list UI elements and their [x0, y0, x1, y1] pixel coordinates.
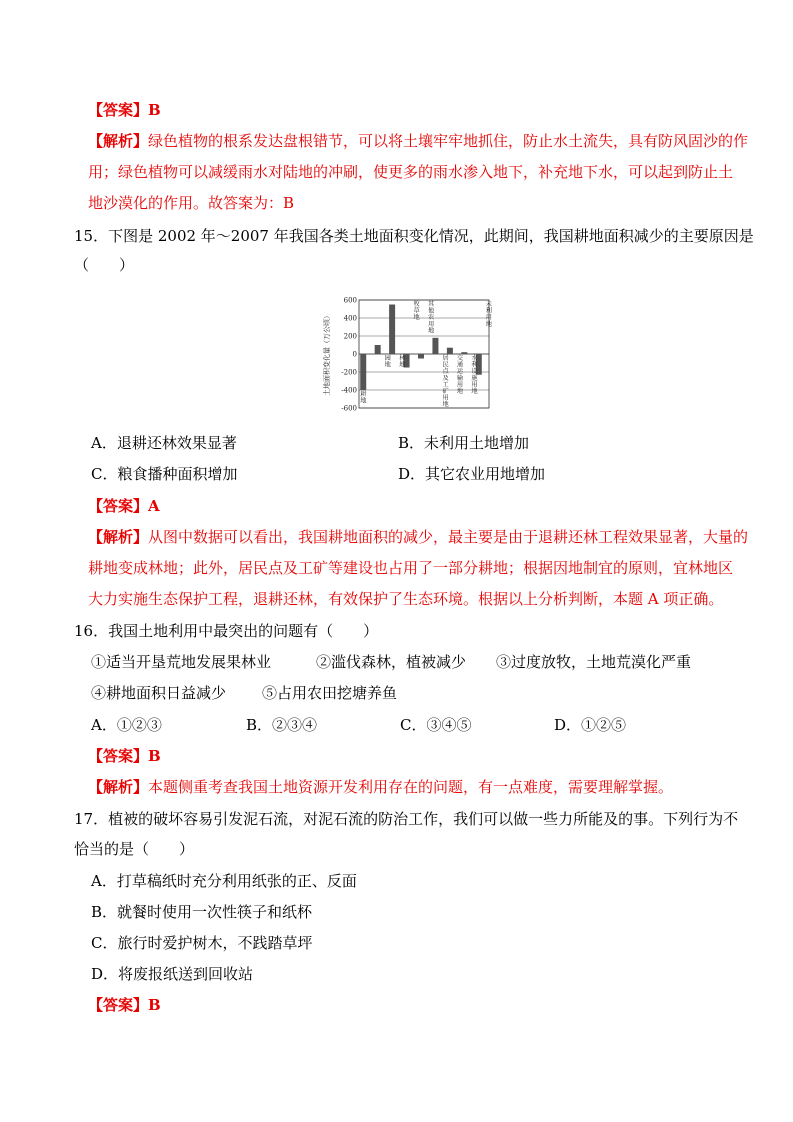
answer-tag: 【答案】: [88, 497, 149, 515]
category-label: 交通运输用地: [456, 355, 464, 395]
q14-answer: [88, 99, 161, 121]
q15-option-a[interactable]: A．退耕还林效果显著: [91, 434, 237, 452]
q16-stem: 16．我国土地利用中最突出的问题有（ ）: [74, 622, 379, 640]
analysis-tag: 【解析】: [88, 132, 149, 150]
q15-option-b[interactable]: B．未利用土地增加: [398, 434, 530, 452]
q16-option-d[interactable]: D．①②⑤: [554, 716, 627, 734]
bar-1: [375, 345, 381, 354]
q16-option-b[interactable]: B．②③④: [246, 716, 318, 734]
answer-tag: 【答案】: [88, 747, 149, 765]
q17-option-a[interactable]: A．打草稿纸时充分利用纸张的正、反面: [91, 872, 357, 890]
category-label: 其他农用地: [428, 301, 435, 335]
q17-stem-line-2: 恰当的是（ ）: [74, 840, 195, 858]
category-label: 未利用地: [485, 301, 492, 328]
q16-analysis: [88, 776, 673, 798]
analysis-text: 从图中数据可以看出，我国耕地面积的减少，最主要是由于退耕还林工程效果显著，大量的: [148, 528, 749, 546]
q15-analysis-line-1: [88, 526, 748, 548]
q16-option-c[interactable]: C．③④⑤: [400, 716, 472, 734]
category-label: 园地: [384, 355, 391, 369]
category-label: 耕地: [360, 391, 367, 405]
answer-value: A: [148, 497, 160, 515]
q14-analysis-line-2: 用；绿色植物可以减缓雨水对陆地的冲刷，使更多的雨水渗入地下，补充地下水，可以起到防止土: [88, 163, 734, 181]
answer-tag: 【答案】: [88, 101, 149, 119]
answer-tag: 【答案】: [88, 996, 149, 1014]
y-tick-label: -400: [341, 386, 357, 395]
q16-option-a[interactable]: A．①②③: [91, 716, 162, 734]
q16-item-1: ①适当开垦荒地发展果林业: [91, 653, 272, 671]
q14-analysis-line-3: 地沙漠化的作用。故答案为：B: [88, 194, 295, 212]
answer-value: B: [148, 747, 161, 765]
analysis-tag: 【解析】: [88, 528, 149, 546]
q16-item-4: ④耕地面积日益减少: [91, 684, 227, 702]
y-tick-label: 400: [343, 314, 357, 323]
q15-analysis-line-3: 大力实施生态保护工程，退耕还林，有效保护了生态环境。根据以上分析判断，本题 A 项正确。: [88, 590, 724, 608]
bar-4: [418, 354, 424, 359]
q17-option-b[interactable]: B．就餐时使用一次性筷子和纸杯: [91, 903, 313, 921]
category-label: 居民点及工矿用地: [442, 355, 449, 409]
q15-answer: [88, 495, 160, 517]
q17-option-d[interactable]: D．将废报纸送到回收站: [91, 965, 254, 983]
bar-5: [432, 338, 438, 354]
category-label: 林地: [399, 355, 406, 369]
y-tick-label: -200: [341, 368, 357, 377]
q15-option-d[interactable]: D．其它农业用地增加: [398, 465, 546, 483]
q15-stem-line-2: （ ）: [74, 256, 135, 274]
y-tick-label: 0: [352, 350, 357, 359]
analysis-text: 本题侧重考查我国土地资源开发利用存在的问题，有一点难度，需要理解掌握。: [148, 778, 674, 796]
q16-item-5: ⑤占用农田挖塘养鱼: [262, 684, 398, 702]
answer-value: B: [148, 996, 161, 1014]
q17-answer: [88, 994, 161, 1016]
q15-stem-line-1: 15．下图是 2002 年～2007 年我国各类土地面积变化情况，此期间，我国耕地面积减少的主要原因是: [74, 227, 754, 245]
q17-option-c[interactable]: C．旅行时爱护树木，不践踏草坪: [91, 934, 313, 952]
analysis-text: 绿色植物的根系发达盘根错节，可以将土壤牢牢地抓住，防止水土流失，具有防风固沙的作: [148, 132, 749, 150]
category-label: 水利设施用地: [471, 355, 478, 395]
analysis-tag: 【解析】: [88, 778, 149, 796]
category-label: 牧草地: [413, 301, 420, 322]
q16-item-2: ②滥伐森林，植被减少: [316, 653, 467, 671]
q15-option-c[interactable]: C．粮食播种面积增加: [91, 465, 238, 483]
y-tick-label: 600: [343, 296, 357, 305]
q16-item-3: ③过度放牧，土地荒漠化严重: [496, 653, 692, 671]
q16-answer: [88, 745, 161, 767]
bar-0: [360, 354, 366, 390]
y-tick-label: -600: [341, 404, 357, 413]
q15-analysis-line-2: 耕地变成林地；此外，居民点及工矿等建设也占用了一部分耕地；根据因地制宜的原则，宜林地区: [88, 559, 734, 577]
y-tick-label: 200: [343, 332, 357, 341]
bar-6: [447, 348, 453, 354]
bar-2: [389, 305, 395, 355]
y-axis-label: 土地面积变化量（万公顷）: [323, 312, 331, 396]
q14-analysis-line-1: [88, 130, 748, 152]
answer-value: B: [148, 101, 161, 119]
bar-7: [461, 352, 467, 354]
land-area-change-chart: [322, 292, 494, 414]
q17-stem-line-1: 17．植被的破坏容易引发泥石流，对泥石流的防治工作，我们可以做一些力所能及的事。下列行为不: [74, 810, 739, 828]
